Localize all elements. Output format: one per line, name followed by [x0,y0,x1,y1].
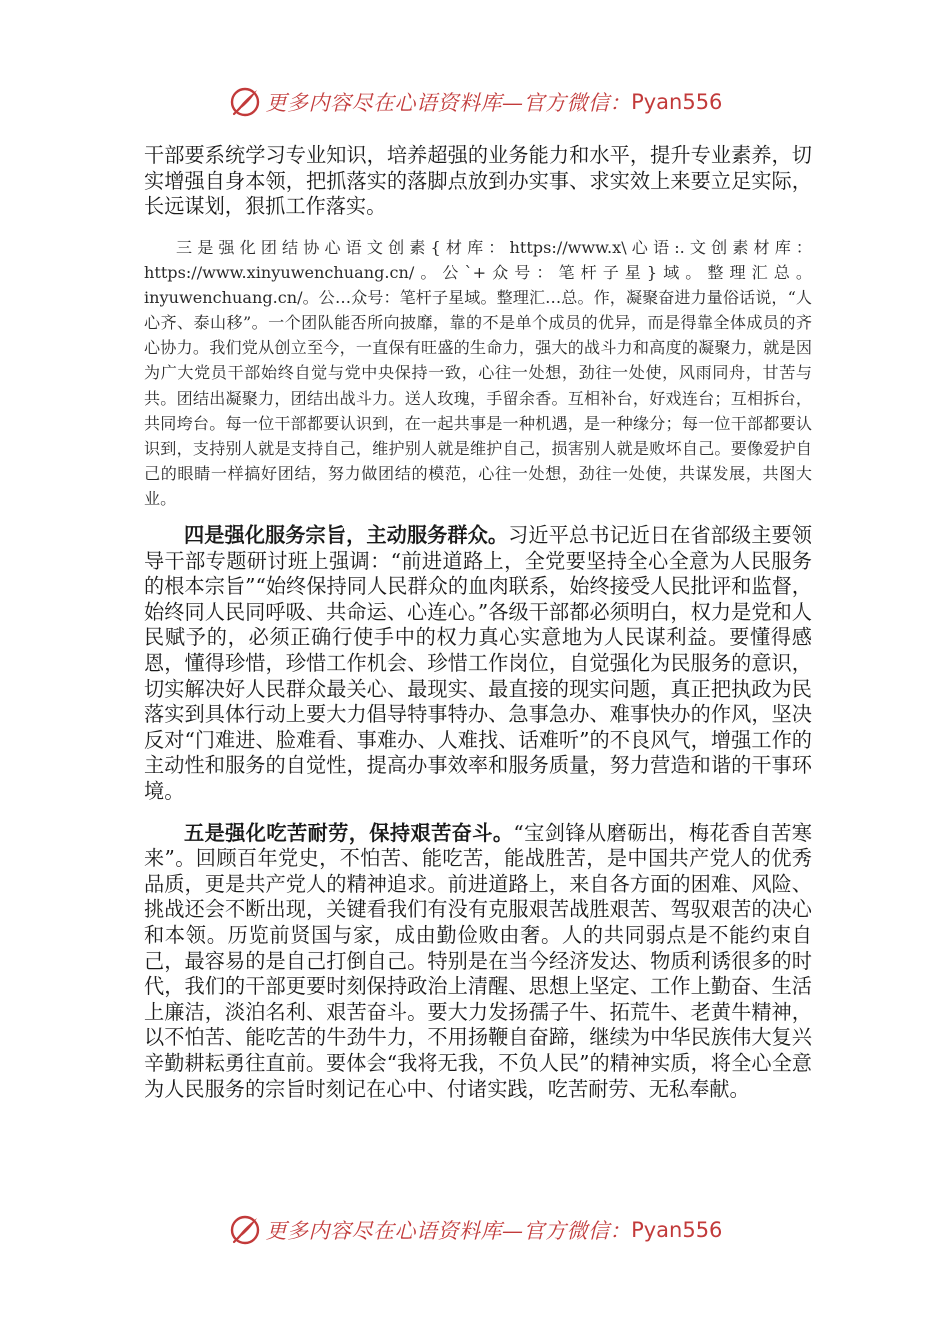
paragraph-text: “宝剑锋从磨砺出，梅花香自苦寒来”。回顾百年党史，不怕苦、能吃苦，能战胜苦，是中国共产党人的优秀品质，更是共产党人的精神追求。前进道路上，来自各方面的困难、风险、挑战还会不断出现，关键看我们有没有克服艰苦战胜艰苦、驾驭艰苦的决心和本领。历览前贤国与家，成由勤俭败由奢。人的共同弱点是不能约束自己，最容易的是自己打倒自己。特别是在当今经济发达、物质利诱很多的时代，我们的干部更要时刻保持政治上清醒、思想上坚定、工作上勤奋、生活上廉洁，淡泊名利、艰苦奋斗。要大力发扬孺子牛、拓荒牛、老黄牛精神，以不怕苦、能吃苦的牛劲牛力，不用扬鞭自奋蹄，继续为中华民族伟大复兴辛勤耕耘勇往直前。要体会“我将无我，不负人民”的精神实质，将全心全意为人民服务的宗旨时刻记在心中、付诸实践，吃苦耐劳、无私奉献。 [144,820,812,1101]
paragraph-lead: 五是强化吃苦耐劳，保持艰苦奋斗。 [184,820,514,845]
paragraph-unity [144,235,812,511]
banner-wechat-id: Pyan556 [631,90,723,114]
paragraph-text: 习近平总书记近日在省部级主要领导干部专题研讨班上强调：“前进道路上，全党要坚持全心全意为人民服务的根本宗旨”“始终保持同人民群众的血肉联系，始终接受人民批评和监督，始终同人民同呼吸、共命运、心连心。”各级干部都必须明白，权力是党和人民赋予的，必须正确行使手中的权力真心实意地为人民谋利益。要懂得感恩，懂得珍惜，珍惜工作机会、珍惜工作岗位，自觉强化为民服务的意识，切实解决好人民群众最关心、最现实、最直接的现实问题，真正把执政为民落实到具体行动上要大力倡导特事特办、急事急办、难事快办的作风，坚决反对“门难进、脸难看、事难办、人难找、话难听”的不良风气，增强工作的主动性和服务的自觉性，提高办事效率和服务质量，努力营造和谐的干事环境。 [144,523,812,803]
header-banner [0,82,950,122]
paragraph-lead: 四是强化服务宗旨，主动服务群众。 [184,523,509,548]
banner-text: 更多内容尽在心语资料库—官方微信： [265,91,632,115]
paragraph-continuation [144,143,812,223]
quill-logo-icon [228,85,262,119]
banner-wechat-id: Pyan556 [631,1218,723,1242]
paragraph-text: 干部要系统学习专业知识，培养超强的业务能力和水平，提升专业素养，切实增强自身本领，把抓落实的落脚点放到办实事、求实效上来要立足实际，长远谋划，狠抓工作落实。 [144,143,812,219]
paragraph-hardwork [144,821,812,1103]
paragraph-text: 三是强化团结协心语文创素{材库：https://www.x\心语:.文创素材库：https://www.xinyuwenchuang.cn/。公`+众号：笔杆子星}域。整理汇总。inyuwenchuang.cn/。公…众号：笔杆子星域。整理汇…总。作，凝聚奋进力量俗话说，“人心齐、泰山移”。一个团队能否所向披靡，靠的不是单个成员的优异，而是得靠全体成员的齐心协力。我们党从创立至今，一直保有旺盛的生命力，强大的战斗力和高度的凝聚力，就是因为广大党员干部始终自觉与党中央保持一致，心往一处想，劲往一处使，风雨同舟，甘苦与共。团结出凝聚力，团结出战斗力。送人玫瑰，手留余香。互相补台，好戏连台；互相拆台，共同垮台。每一位干部都要认识到，在一起共事是一种机遇，是一种缘分；每一位干部都要认识到，支持别人就是支持自己，维护别人就是维护自己，损害别人就是败坏自己。要像爱护自己的眼睛一样搞好团结，努力做团结的模范，心往一处想，劲往一处使，共谋发展，共图大业。 [144,238,812,508]
footer-banner [0,1210,950,1250]
document-body [144,143,812,1102]
quill-logo-icon [228,1213,262,1247]
paragraph-service [144,523,812,805]
banner-text: 更多内容尽在心语资料库—官方微信： [265,1219,632,1243]
